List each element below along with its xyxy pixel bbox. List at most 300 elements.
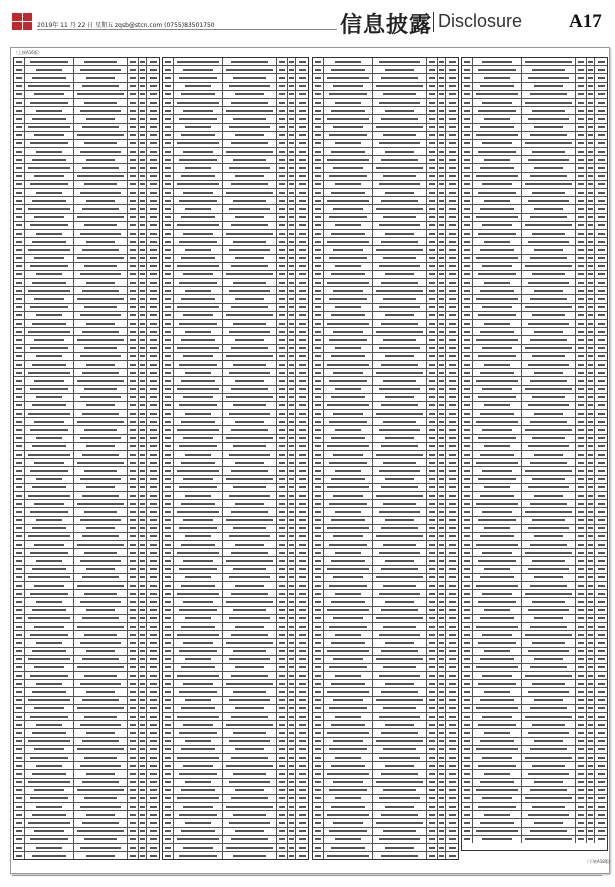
table-cell — [139, 582, 148, 589]
table-row — [14, 173, 159, 181]
table-cell — [139, 517, 148, 524]
table-cell — [25, 836, 74, 843]
table-row — [313, 508, 458, 516]
table-cell — [373, 345, 427, 352]
table-cell — [174, 811, 223, 818]
table-row — [462, 410, 607, 418]
table-cell — [174, 705, 223, 712]
table-cell — [324, 271, 373, 278]
table-cell — [25, 394, 74, 401]
table-cell — [438, 173, 447, 180]
table-cell — [277, 770, 288, 777]
table-cell — [522, 680, 576, 687]
table-cell — [522, 795, 576, 802]
table-cell — [296, 738, 308, 745]
table-cell — [427, 132, 438, 139]
table-cell — [313, 517, 324, 524]
table-cell — [223, 697, 277, 704]
table-cell — [74, 672, 128, 679]
table-cell — [74, 246, 128, 253]
table-cell — [147, 672, 159, 679]
table-row — [163, 680, 308, 688]
table-cell — [313, 492, 324, 499]
table-cell — [446, 639, 458, 646]
table-cell — [139, 476, 148, 483]
table-cell — [324, 729, 373, 736]
table-cell — [288, 451, 297, 458]
table-cell — [25, 533, 74, 540]
table-cell — [576, 762, 587, 769]
table-cell — [576, 656, 587, 663]
table-cell — [576, 336, 587, 343]
table-cell — [147, 156, 159, 163]
table-cell — [277, 369, 288, 376]
table-cell — [576, 819, 587, 826]
table-cell — [427, 426, 438, 433]
table-cell — [522, 328, 576, 335]
table-cell — [14, 770, 25, 777]
table-row — [313, 312, 458, 320]
table-cell — [163, 729, 174, 736]
table-row — [163, 795, 308, 803]
table-cell — [223, 295, 277, 302]
table-cell — [576, 492, 587, 499]
table-cell — [147, 688, 159, 695]
table-row — [313, 435, 458, 443]
table-cell — [223, 451, 277, 458]
table-cell — [373, 795, 427, 802]
table-cell — [128, 451, 139, 458]
table-cell — [139, 795, 148, 802]
table-cell — [462, 615, 473, 622]
table-cell — [595, 795, 607, 802]
table-cell — [373, 574, 427, 581]
table-cell — [14, 639, 25, 646]
table-cell — [313, 557, 324, 564]
table-row — [462, 426, 607, 434]
table-cell — [174, 664, 223, 671]
table-cell — [373, 320, 427, 327]
table-cell — [373, 99, 427, 106]
table-cell — [462, 287, 473, 294]
table-cell — [313, 623, 324, 630]
table-cell — [277, 476, 288, 483]
table-cell — [296, 549, 308, 556]
table-row — [462, 336, 607, 344]
table-row — [14, 320, 159, 328]
table-cell — [296, 779, 308, 786]
table-row — [313, 336, 458, 344]
table-cell — [147, 140, 159, 147]
table-cell — [139, 99, 148, 106]
table-cell — [462, 295, 473, 302]
table-cell — [576, 222, 587, 229]
table-cell — [427, 222, 438, 229]
table-cell — [163, 615, 174, 622]
table-cell — [277, 664, 288, 671]
table-cell — [74, 754, 128, 761]
table-cell — [163, 83, 174, 90]
table-cell — [223, 557, 277, 564]
table-cell — [522, 819, 576, 826]
table-cell — [595, 672, 607, 679]
table-cell — [223, 803, 277, 810]
table-cell — [373, 271, 427, 278]
table-row — [313, 386, 458, 394]
table-cell — [14, 557, 25, 564]
table-cell — [128, 852, 139, 859]
table-row — [313, 721, 458, 729]
table-cell — [174, 566, 223, 573]
table-cell — [14, 410, 25, 417]
table-row — [462, 729, 607, 737]
table-cell — [446, 549, 458, 556]
table-cell — [14, 525, 25, 532]
table-cell — [438, 91, 447, 98]
table-cell — [14, 729, 25, 736]
table-cell — [25, 549, 74, 556]
table-cell — [427, 238, 438, 245]
table-cell — [438, 410, 447, 417]
table-cell — [296, 598, 308, 605]
table-cell — [462, 361, 473, 368]
table-cell — [74, 377, 128, 384]
table-cell — [174, 164, 223, 171]
table-cell — [288, 836, 297, 843]
table-cell — [473, 639, 522, 646]
table-cell — [14, 320, 25, 327]
table-row — [313, 713, 458, 721]
table-cell — [74, 746, 128, 753]
table-cell — [147, 312, 159, 319]
table-cell — [74, 779, 128, 786]
table-row — [14, 426, 159, 434]
table-cell — [446, 787, 458, 794]
table-cell — [296, 656, 308, 663]
table-cell — [576, 443, 587, 450]
table-cell — [427, 435, 438, 442]
table-cell — [446, 287, 458, 294]
table-cell — [288, 320, 297, 327]
table-row — [462, 598, 607, 606]
table-cell — [473, 754, 522, 761]
table-cell — [595, 541, 607, 548]
table-cell — [576, 738, 587, 745]
table-cell — [373, 844, 427, 851]
table-cell — [462, 74, 473, 81]
table-cell — [277, 320, 288, 327]
table-cell — [288, 263, 297, 270]
table-cell — [147, 99, 159, 106]
table-cell — [522, 582, 576, 589]
table-row — [313, 729, 458, 737]
table-cell — [128, 222, 139, 229]
table-cell — [139, 713, 148, 720]
table-cell — [25, 525, 74, 532]
table-row — [313, 115, 458, 123]
table-cell — [462, 451, 473, 458]
table-cell — [438, 435, 447, 442]
table-cell — [25, 66, 74, 73]
table-cell — [522, 615, 576, 622]
table-row — [462, 762, 607, 770]
table-cell — [223, 271, 277, 278]
table-cell — [427, 459, 438, 466]
table-cell — [74, 386, 128, 393]
table-cell — [174, 779, 223, 786]
table-cell — [576, 173, 587, 180]
table-cell — [277, 336, 288, 343]
table-cell — [473, 320, 522, 327]
table-cell — [277, 361, 288, 368]
table-cell — [25, 107, 74, 114]
table-row — [163, 607, 308, 615]
table-cell — [223, 819, 277, 826]
table-cell — [313, 83, 324, 90]
table-cell — [139, 467, 148, 474]
table-cell — [522, 557, 576, 564]
table-cell — [163, 746, 174, 753]
table-row — [14, 377, 159, 385]
table-cell — [277, 795, 288, 802]
table-row — [14, 115, 159, 123]
table-cell — [313, 443, 324, 450]
table-row — [313, 582, 458, 590]
table-cell — [147, 377, 159, 384]
table-cell — [223, 615, 277, 622]
table-cell — [14, 115, 25, 122]
table-cell — [288, 443, 297, 450]
table-cell — [223, 582, 277, 589]
table-cell — [147, 230, 159, 237]
table-cell — [296, 819, 308, 826]
table-cell — [313, 58, 324, 65]
table-cell — [223, 287, 277, 294]
table-cell — [296, 181, 308, 188]
table-cell — [147, 819, 159, 826]
table-cell — [576, 132, 587, 139]
table-row — [14, 688, 159, 696]
table-cell — [373, 557, 427, 564]
table-cell — [288, 222, 297, 229]
table-cell — [163, 648, 174, 655]
table-cell — [446, 443, 458, 450]
table-cell — [427, 451, 438, 458]
table-cell — [595, 533, 607, 540]
table-cell — [147, 189, 159, 196]
table-cell — [174, 623, 223, 630]
table-cell — [174, 263, 223, 270]
table-cell — [324, 58, 373, 65]
table-cell — [587, 214, 596, 221]
table-cell — [324, 476, 373, 483]
table-cell — [576, 574, 587, 581]
table-cell — [595, 828, 607, 835]
table-row — [462, 574, 607, 582]
table-cell — [14, 615, 25, 622]
table-cell — [462, 238, 473, 245]
table-cell — [25, 672, 74, 679]
table-cell — [587, 525, 596, 532]
table-cell — [595, 500, 607, 507]
table-cell — [277, 697, 288, 704]
table-row — [163, 819, 308, 827]
table-cell — [147, 836, 159, 843]
table-row — [14, 353, 159, 361]
table-cell — [163, 738, 174, 745]
table-cell — [128, 664, 139, 671]
table-cell — [174, 729, 223, 736]
table-row — [462, 304, 607, 312]
table-cell — [288, 508, 297, 515]
table-cell — [147, 484, 159, 491]
table-cell — [74, 74, 128, 81]
table-cell — [147, 762, 159, 769]
table-cell — [462, 467, 473, 474]
table-cell — [438, 263, 447, 270]
table-cell — [324, 426, 373, 433]
table-cell — [324, 631, 373, 638]
table-cell — [324, 787, 373, 794]
table-row — [313, 222, 458, 230]
table-cell — [462, 697, 473, 704]
table-cell — [595, 811, 607, 818]
table-cell — [139, 615, 148, 622]
table-cell — [438, 214, 447, 221]
table-cell — [25, 124, 74, 131]
table-cell — [473, 631, 522, 638]
table-cell — [522, 91, 576, 98]
table-cell — [223, 410, 277, 417]
table-cell — [522, 304, 576, 311]
table-cell — [522, 361, 576, 368]
table-cell — [296, 74, 308, 81]
table-cell — [522, 83, 576, 90]
table-cell — [595, 705, 607, 712]
table-row — [14, 615, 159, 623]
table-cell — [373, 476, 427, 483]
table-cell — [313, 312, 324, 319]
table-cell — [139, 459, 148, 466]
table-cell — [128, 795, 139, 802]
table-cell — [163, 803, 174, 810]
table-cell — [74, 525, 128, 532]
table-row — [462, 353, 607, 361]
table-cell — [277, 140, 288, 147]
table-row — [313, 598, 458, 606]
table-cell — [324, 574, 373, 581]
table-cell — [163, 664, 174, 671]
table-cell — [296, 803, 308, 810]
table-cell — [576, 426, 587, 433]
table-cell — [595, 582, 607, 589]
table-cell — [288, 787, 297, 794]
table-cell — [438, 803, 447, 810]
table-cell — [25, 688, 74, 695]
table-cell — [373, 508, 427, 515]
table-cell — [462, 197, 473, 204]
table-cell — [128, 566, 139, 573]
table-cell — [473, 353, 522, 360]
table-cell — [438, 819, 447, 826]
table-cell — [277, 386, 288, 393]
table-cell — [473, 255, 522, 262]
table-cell — [373, 58, 427, 65]
table-cell — [373, 672, 427, 679]
table-cell — [128, 377, 139, 384]
table-cell — [25, 295, 74, 302]
table-cell — [147, 58, 159, 65]
table-cell — [438, 639, 447, 646]
table-cell — [147, 394, 159, 401]
table-cell — [313, 631, 324, 638]
table-row — [14, 345, 159, 353]
table-cell — [576, 541, 587, 548]
table-row — [14, 779, 159, 787]
table-cell — [576, 517, 587, 524]
table-cell — [74, 648, 128, 655]
table-cell — [128, 492, 139, 499]
table-cell — [174, 656, 223, 663]
table-cell — [324, 189, 373, 196]
table-cell — [288, 353, 297, 360]
table-row — [14, 803, 159, 811]
table-cell — [128, 541, 139, 548]
table-cell — [128, 320, 139, 327]
table-cell — [223, 214, 277, 221]
table-cell — [373, 549, 427, 556]
table-cell — [313, 230, 324, 237]
table-cell — [522, 115, 576, 122]
table-cell — [595, 263, 607, 270]
table-cell — [595, 148, 607, 155]
table-cell — [277, 459, 288, 466]
table-row — [14, 574, 159, 582]
table-cell — [313, 664, 324, 671]
table-row — [462, 508, 607, 516]
table-cell — [14, 844, 25, 851]
table-cell — [163, 246, 174, 253]
table-row — [462, 451, 607, 459]
table-cell — [288, 74, 297, 81]
table-cell — [313, 295, 324, 302]
table-cell — [324, 623, 373, 630]
table-cell — [324, 607, 373, 614]
table-cell — [296, 279, 308, 286]
table-cell — [14, 287, 25, 294]
table-cell — [446, 738, 458, 745]
table-cell — [587, 508, 596, 515]
table-cell — [587, 615, 596, 622]
table-cell — [438, 66, 447, 73]
table-cell — [223, 402, 277, 409]
table-row — [163, 746, 308, 754]
table-cell — [522, 443, 576, 450]
table-row — [313, 148, 458, 156]
table-cell — [139, 164, 148, 171]
table-cell — [313, 779, 324, 786]
table-cell — [446, 451, 458, 458]
table-cell — [522, 353, 576, 360]
table-cell — [446, 508, 458, 515]
table-cell — [427, 787, 438, 794]
table-cell — [324, 222, 373, 229]
table-cell — [446, 517, 458, 524]
table-cell — [587, 164, 596, 171]
table-cell — [74, 582, 128, 589]
table-cell — [462, 770, 473, 777]
table-cell — [139, 345, 148, 352]
